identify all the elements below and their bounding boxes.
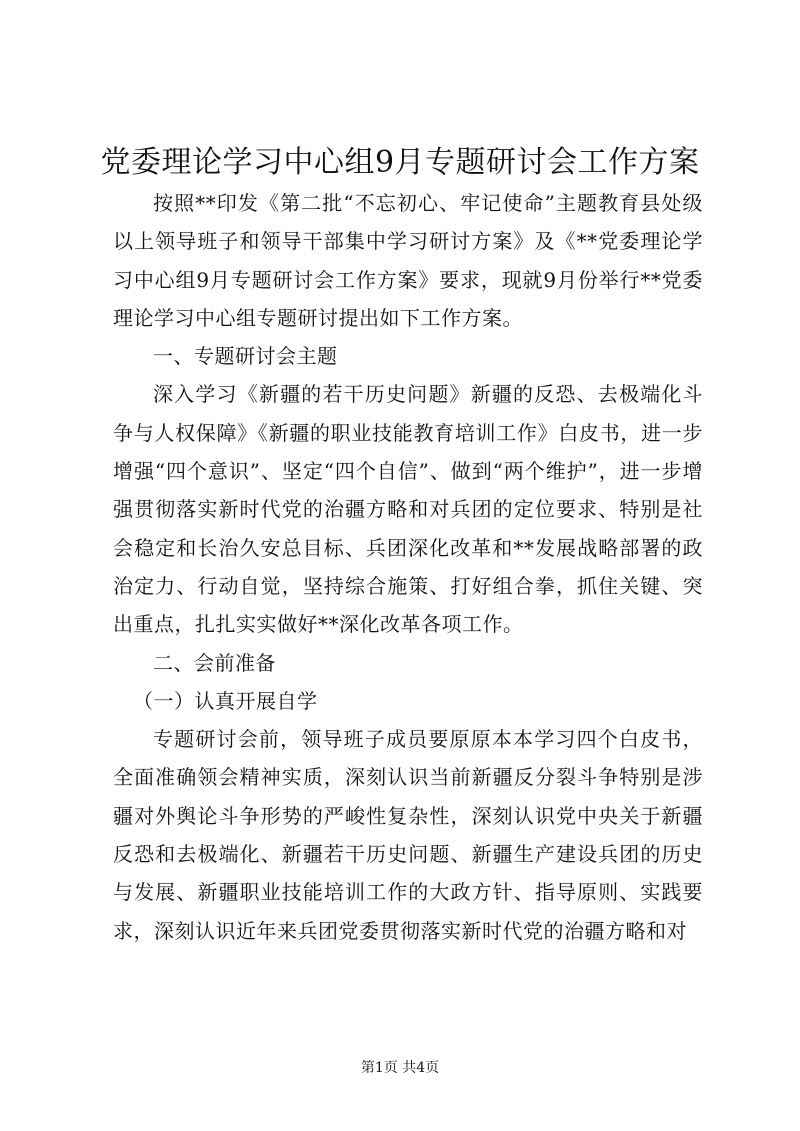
document-body bbox=[113, 184, 703, 950]
body-paragraph: 深入学习《新疆的若干历史问题》新疆的反恐、去极端化斗争与人权保障》《新疆的职业技能教育培训工作》白皮书，进一步增强“四个意识”、坚定“四个自信”、做到“两个维护”，进一步增强贯彻落实新时代党的治疆方略和对兵团的定位要求、特别是社会稳定和长治久安总目标、兵团深化改革和**发展战略部署的政治定力、行动自觉，坚持综合施策、打好组合拳，抓住关键、突出重点，扎扎实实做好**深化改革各项工作。 bbox=[113, 382, 703, 637]
body-paragraph: 专题研讨会前，领导班子成员要原原本本学习四个白皮书，全面准确领会精神实质，深刻认识当前新疆反分裂斗争特别是涉疆对外舆论斗争形势的严峻性复杂性，深刻认识党中央关于新疆反恐和去极端化、新疆若干历史问题、新疆生产建设兵团的历史与发展、新疆职业技能培训工作的大政方针、指导原则、实践要求，深刻认识近年来兵团党委贯彻落实新时代党的治疆方略和对 bbox=[113, 727, 703, 943]
subsection-heading: （一）认真开展自学 bbox=[133, 688, 318, 713]
page-footer: 第1页 共4页 bbox=[360, 1060, 440, 1076]
document-title: 党委理论学习中心组9月专题研讨会工作方案 bbox=[100, 145, 700, 180]
body-paragraph: 按照**印发《第二批“不忘初心、牢记使命”主题教育县处级以上领导班子和领导干部集中学习研讨方案》及《**党委理论学习中心组9月专题研讨会工作方案》要求，现就9月份举行**党委理论学习中心组专题研讨提出如下工作方案。 bbox=[113, 191, 703, 330]
section-heading: 一、专题研讨会主题 bbox=[153, 344, 338, 369]
section-heading: 二、会前准备 bbox=[153, 650, 276, 675]
